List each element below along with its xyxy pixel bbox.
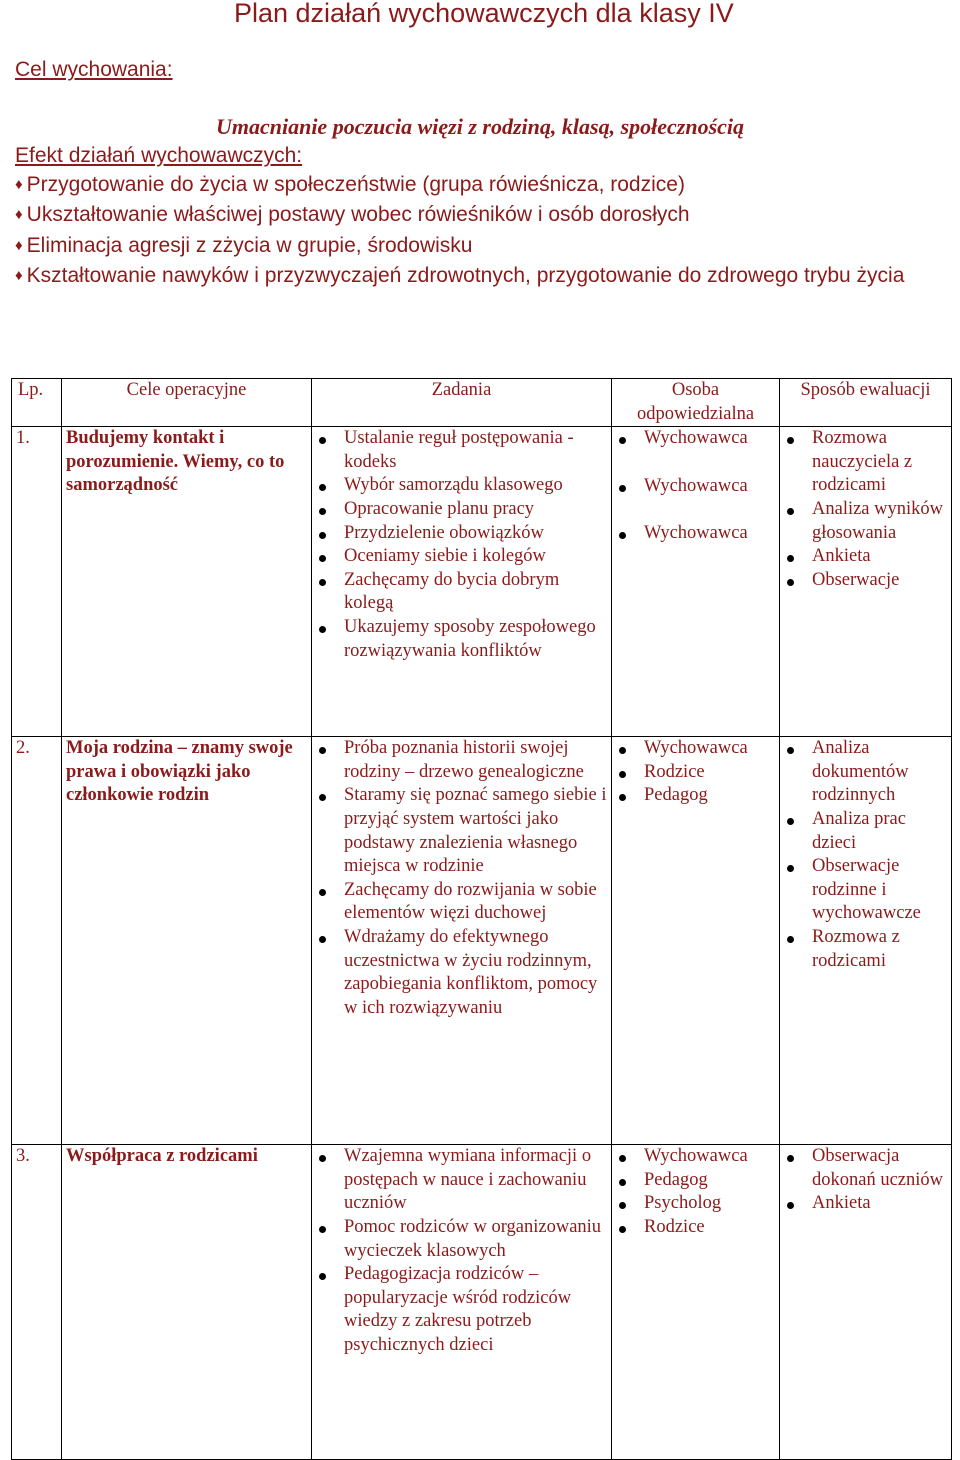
- table-row: [12, 1145, 952, 1460]
- person-item: Rodzice: [616, 1216, 775, 1240]
- evaluation-item: Rozmowa nauczyciela z rodzicami: [784, 427, 947, 498]
- task-item: Pomoc rodziców w organizowaniu wycieczek klasowych: [316, 1216, 607, 1263]
- task-item: Opracowanie planu pracy: [316, 498, 607, 522]
- header-tasks: Zadania: [312, 379, 612, 427]
- person-cell: [612, 737, 780, 1145]
- person-item: Wychowawca: [616, 475, 775, 499]
- task-item: Próba poznania historii swojej rodziny – drzewo genealogiczne: [316, 737, 607, 784]
- row-number: 2.: [12, 737, 62, 1145]
- person-cell: [612, 1145, 780, 1460]
- diamond-bullet-icon: ♦: [15, 176, 23, 193]
- table-row: [12, 737, 952, 1145]
- person-item: Wychowawca: [616, 427, 775, 451]
- row-number: 1.: [12, 427, 62, 737]
- task-item: Ukazujemy sposoby zespołowego rozwiązywania konfliktów: [316, 616, 607, 663]
- task-item: Oceniamy siebie i kolegów: [316, 545, 607, 569]
- header-goals: Cele operacyjne: [62, 379, 312, 427]
- evaluation-cell: [780, 737, 952, 1145]
- task-item: Wzajemna wymiana informacji o postępach w nauce i zachowaniu uczniów: [316, 1145, 607, 1216]
- task-item: Staramy się poznać samego siebie i przyjąć system wartości jako podstawy znalezienia własnego miejsca w rodzinie: [316, 784, 607, 878]
- evaluation-item: Rozmowa z rodzicami: [784, 926, 947, 973]
- header-lp: Lp.: [12, 379, 62, 427]
- effects-label: Efekt działań wychowawczych:: [15, 144, 303, 167]
- effects-list: [15, 171, 945, 293]
- evaluation-item: Ankieta: [784, 545, 947, 569]
- page-title: Plan działań wychowawczych dla klasy IV: [234, 0, 734, 28]
- person-item: Pedagog: [616, 784, 775, 808]
- task-item: Wybór samorządu klasowego: [316, 474, 607, 498]
- goal-text: Umacnianie poczucia więzi z rodziną, klasą, społecznością: [215, 114, 745, 139]
- tasks-cell: [312, 737, 612, 1145]
- evaluation-item: Analiza prac dzieci: [784, 808, 947, 855]
- effect-text: Przygotowanie do życia w społeczeństwie (grupa rówieśnicza, rodzice): [26, 173, 685, 196]
- diamond-bullet-icon: ♦: [15, 206, 23, 224]
- header-person: Osoba odpowiedzialna: [612, 379, 780, 427]
- operational-goal: Moja rodzina – znamy swoje prawa i obowiązki jako członkowie rodzin: [62, 737, 312, 1145]
- table-row: [12, 427, 952, 737]
- evaluation-cell: [780, 427, 952, 737]
- person-item: Rodzice: [616, 761, 775, 785]
- person-cell: [612, 427, 780, 737]
- task-item: Zachęcamy do rozwijania w sobie elementów więzi duchowej: [316, 879, 607, 926]
- effect-item: [15, 201, 945, 231]
- person-item: Wychowawca: [616, 737, 775, 761]
- task-item: Wdrażamy do efektywnego uczestnictwa w życiu rodzinnym, zapobiegania konfliktom, pomocy w ich rozwiązywaniu: [316, 926, 607, 1020]
- operational-goal: Współpraca z rodzicami: [62, 1145, 312, 1460]
- effect-text: Eliminacja agresji z zżycia w grupie, środowisku: [26, 233, 473, 257]
- effect-item: [15, 232, 945, 262]
- person-item: Psycholog: [616, 1192, 775, 1216]
- goal-label: Cel wychowania:: [15, 58, 173, 81]
- task-item: Przydzielenie obowiązków: [316, 522, 607, 546]
- task-item: Ustalanie reguł postępowania - kodeks: [316, 427, 607, 474]
- evaluation-item: Obserwacje rodzinne i wychowawcze: [784, 855, 947, 926]
- table-header-row: [12, 379, 952, 427]
- person-item: Wychowawca: [616, 522, 775, 546]
- effect-item: [15, 262, 945, 292]
- evaluation-item: Analiza wyników głosowania: [784, 498, 947, 545]
- row-number: 3.: [12, 1145, 62, 1460]
- plan-table: [11, 378, 952, 1460]
- diamond-bullet-icon: ♦: [15, 236, 23, 254]
- tasks-cell: [312, 1145, 612, 1460]
- diamond-bullet-icon: ♦: [15, 267, 23, 285]
- task-item: Pedagogizacja rodziców – popularyzacje wśród rodziców wiedzy z zakresu potrzeb psychicznych dzieci: [316, 1263, 607, 1357]
- effect-text: Kształtowanie nawyków i przyzwyczajeń zdrowotnych, przygotowanie do zdrowego trybu życia: [26, 264, 905, 288]
- task-item: Zachęcamy do bycia dobrym kolegą: [316, 569, 607, 616]
- evaluation-item: Analiza dokumentów rodzinnych: [784, 737, 947, 808]
- person-item: Wychowawca: [616, 1145, 775, 1169]
- effect-item: [15, 171, 945, 201]
- operational-goal: Budujemy kontakt i porozumienie. Wiemy, co to samorządność: [62, 427, 312, 737]
- evaluation-cell: [780, 1145, 952, 1460]
- effect-text: Ukształtowanie właściwej postawy wobec rówieśników i osób dorosłych: [26, 203, 690, 227]
- evaluation-item: Ankieta: [784, 1192, 947, 1216]
- tasks-cell: [312, 427, 612, 737]
- header-evaluation: Sposób ewaluacji: [780, 379, 952, 427]
- person-item: Pedagog: [616, 1169, 775, 1193]
- evaluation-item: Obserwacja dokonań uczniów: [784, 1145, 947, 1192]
- evaluation-item: Obserwacje: [784, 569, 947, 593]
